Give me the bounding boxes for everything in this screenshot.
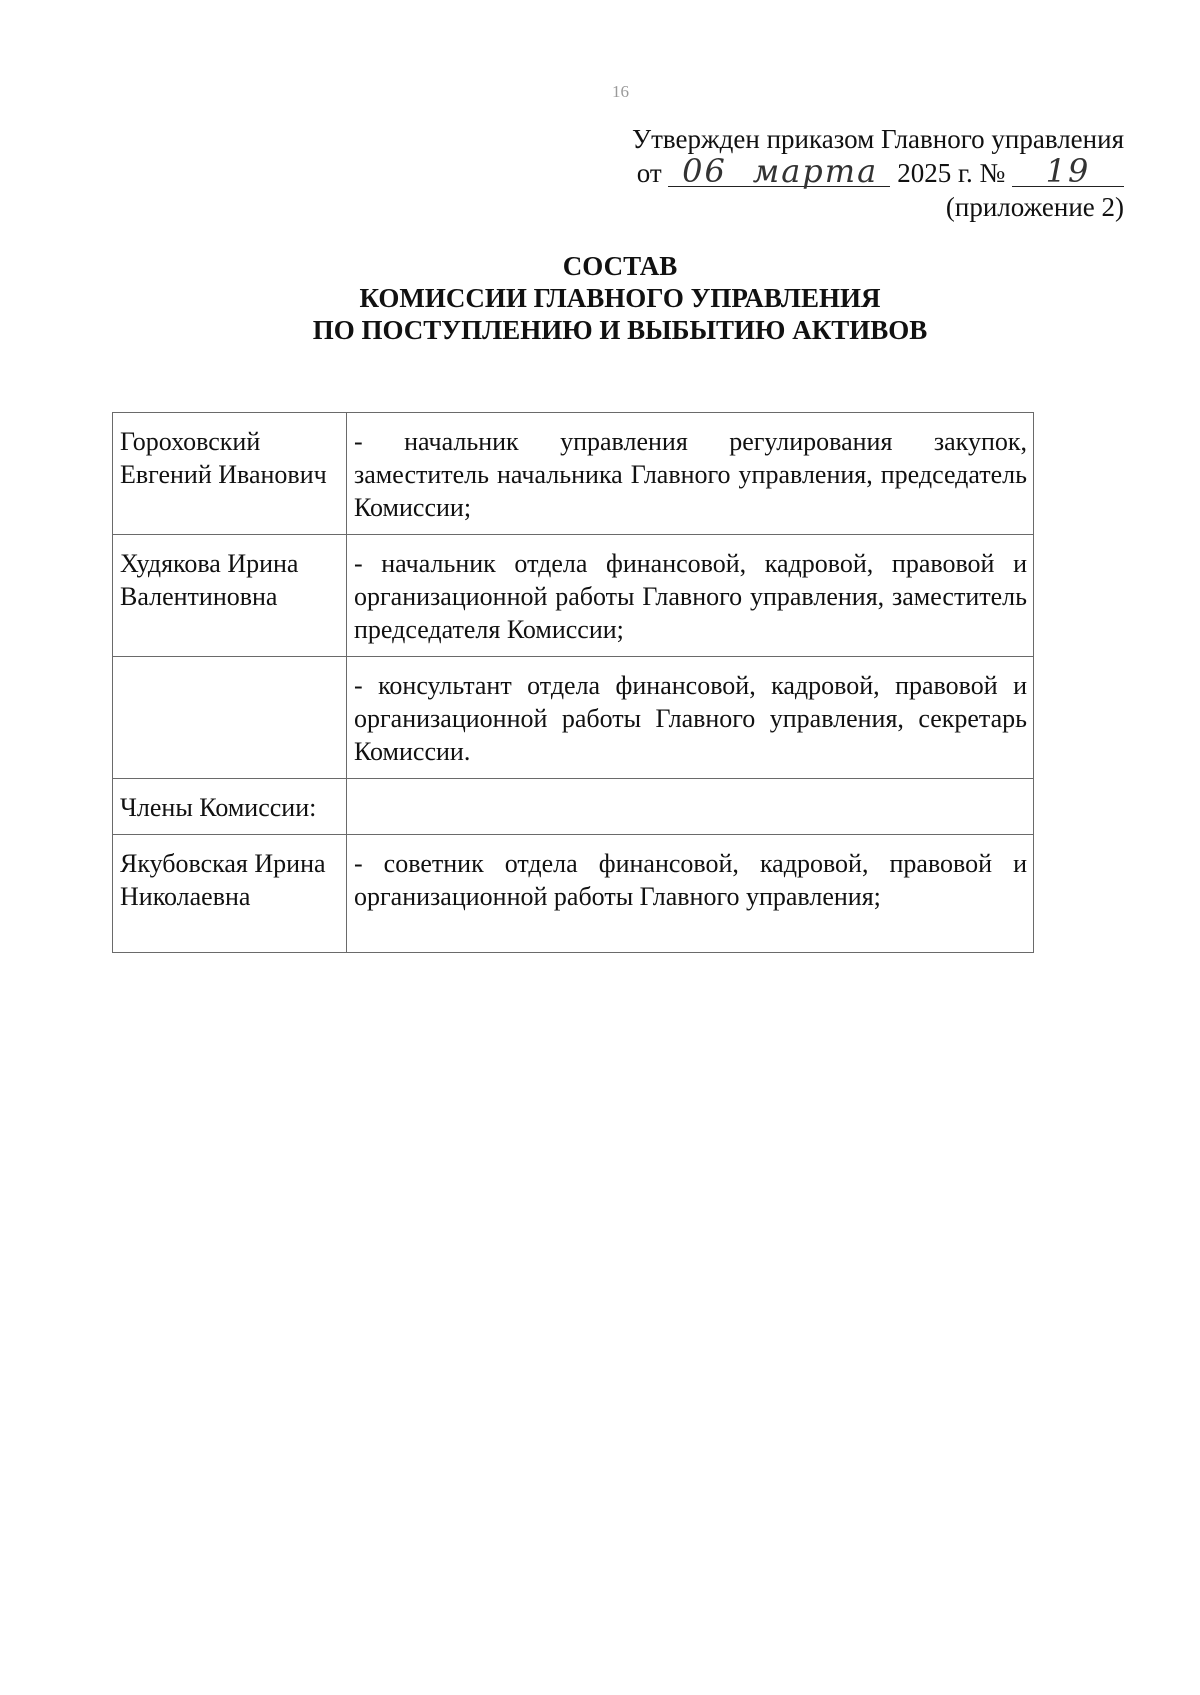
handwritten-month: марта: [740, 156, 890, 187]
handwritten-order-number: 19: [1012, 156, 1124, 187]
table-row: [113, 835, 1034, 953]
table-row: [113, 535, 1034, 657]
order-date-line: [524, 152, 1124, 190]
appendix-label: (приложение 2): [945, 192, 1124, 222]
member-role: - начальник отдела финансовой, кадровой, правовой и организационной работы Главного управления, заместитель председателя Комиссии;: [347, 535, 1034, 657]
member-name: Гороховский Евгений Иванович: [113, 413, 347, 535]
table-row: [113, 657, 1034, 779]
page-number: 16: [612, 82, 629, 101]
title-line-1: СОСТАВ: [562, 251, 678, 281]
document-title: [0, 250, 1200, 346]
table-row: [113, 779, 1034, 835]
from-label: от: [636, 158, 662, 188]
members-table: [112, 412, 1034, 953]
member-role: - начальник управления регулирования закупок, заместитель начальника Главного управления, председатель Комиссии;: [347, 413, 1034, 535]
member-name: Худякова Ирина Валентиновна: [113, 535, 347, 657]
approval-block: [524, 122, 1124, 224]
title-line-3: ПО ПОСТУПЛЕНИЮ И ВЫБЫТИЮ АКТИВОВ: [312, 315, 928, 345]
member-name: [113, 657, 347, 779]
approval-line: Утвержден приказом Главного управления: [632, 124, 1124, 154]
handwritten-day: 06: [668, 156, 740, 187]
title-line-2: КОМИССИИ ГЛАВНОГО УПРАВЛЕНИЯ: [359, 283, 881, 313]
member-role: - консультант отдела финансовой, кадровой, правовой и организационной работы Главного управления, секретарь Комиссии.: [347, 657, 1034, 779]
member-role: [347, 779, 1034, 835]
member-name: Якубовская Ирина Николаевна: [113, 835, 347, 953]
table-row: [113, 413, 1034, 535]
members-section-label: Члены Комиссии:: [113, 779, 347, 835]
member-role: - советник отдела финансовой, кадровой, правовой и организационной работы Главного управления;: [347, 835, 1034, 953]
year-label: 2025 г. №: [897, 158, 1006, 188]
